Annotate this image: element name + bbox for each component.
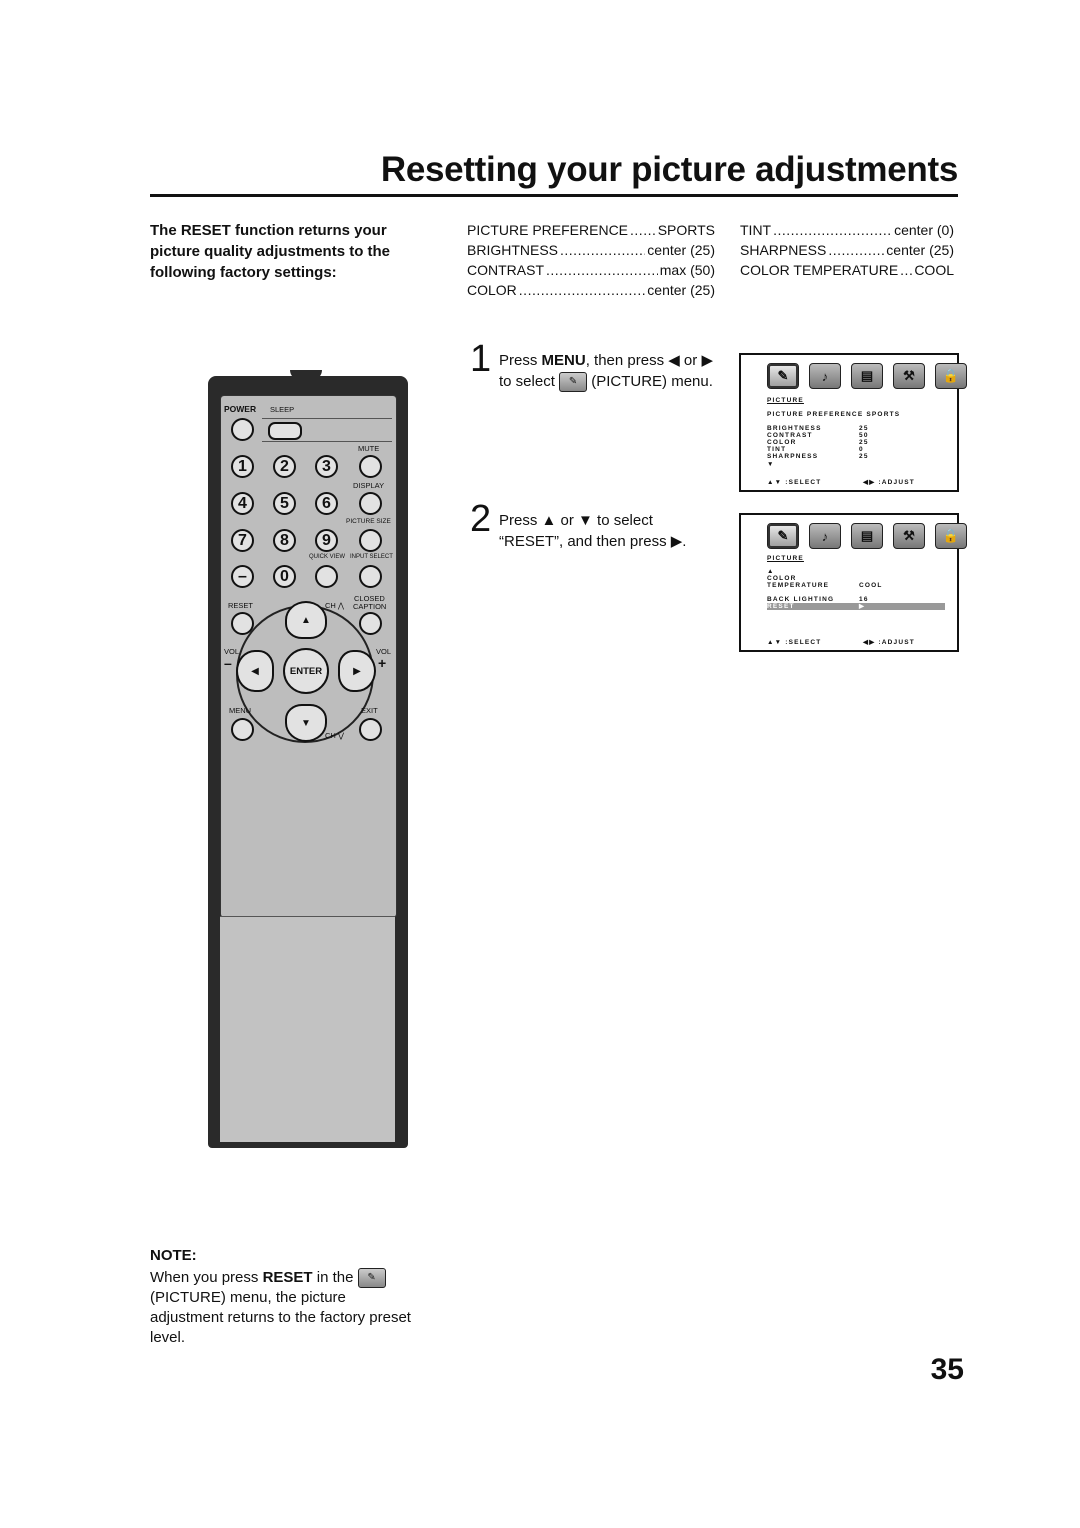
osd-row xyxy=(767,575,945,582)
osd-row-label: BACK LIGHTING xyxy=(767,596,835,603)
osd-row-value: 0 xyxy=(859,446,864,453)
setting-value: center (0) xyxy=(894,222,954,238)
setting-label: CONTRAST xyxy=(467,262,544,278)
remote-label-ch-up: CH ⋀ xyxy=(325,601,345,610)
setting-value: center (25) xyxy=(886,242,954,258)
osd-footer-select: ▲▼ :SELECT xyxy=(767,479,822,486)
vol-up-button[interactable] xyxy=(338,650,376,692)
remote-label-display: DISPLAY xyxy=(353,481,385,490)
remote-label-caption: CAPTION xyxy=(353,602,387,611)
step-2-line-1: Press ▲ or ▼ to select xyxy=(499,512,653,529)
setting-label: BRIGHTNESS xyxy=(467,242,559,258)
remote-label-minus: – xyxy=(224,655,232,671)
factory-settings-left xyxy=(467,220,715,300)
option-icon: ⚒ xyxy=(893,523,925,549)
osd-row xyxy=(767,425,927,432)
osd-icon-bar xyxy=(767,363,967,389)
remote-lower-panel xyxy=(220,916,395,1142)
osd-rows xyxy=(767,575,945,610)
step-2-number: 2 xyxy=(470,498,492,540)
osd-row-label: TEMPERATURE xyxy=(767,582,830,589)
osd-row-value: 16 xyxy=(859,596,869,603)
ch-up-button[interactable] xyxy=(285,601,327,639)
page-title: Resetting your picture adjustments xyxy=(380,150,958,189)
step-1-text xyxy=(499,350,734,392)
setting-label: SHARPNESS xyxy=(740,242,827,258)
factory-setting-row xyxy=(740,220,954,240)
osd-footer-select: ▲▼ :SELECT xyxy=(767,639,822,646)
osd-screen-picture-menu xyxy=(739,353,959,492)
leader-dots xyxy=(560,240,645,260)
digit-7-button[interactable]: 7 xyxy=(231,529,254,552)
digit-6-button[interactable]: 6 xyxy=(315,492,338,515)
remote-label-reset: RESET xyxy=(228,601,254,610)
setting-label: TINT xyxy=(740,222,772,238)
setting-label: COLOR TEMPERATURE xyxy=(740,262,899,278)
setting-value: SPORTS xyxy=(657,222,715,238)
up-arrow-icon: ▲ xyxy=(767,568,775,575)
setup-icon: ▤ xyxy=(851,363,883,389)
setup-icon: ▤ xyxy=(851,523,883,549)
step-1-menu-key: MENU xyxy=(541,352,586,369)
exit-button[interactable] xyxy=(359,718,382,741)
picture-icon: ✎ xyxy=(358,1268,386,1288)
remote-label-sleep: SLEEP xyxy=(270,405,295,414)
digit-8-button[interactable]: 8 xyxy=(273,529,296,552)
osd-row-label: COLOR xyxy=(767,439,797,446)
digit-2-button[interactable]: 2 xyxy=(273,455,296,478)
power-button[interactable] xyxy=(231,418,254,441)
digit-4-button[interactable]: 4 xyxy=(231,492,254,515)
remote-label-power: POWER xyxy=(224,404,257,414)
osd-row-label: RESET xyxy=(767,603,795,610)
factory-setting-row xyxy=(467,280,715,300)
picture-size-button[interactable] xyxy=(359,529,382,552)
setting-label: COLOR xyxy=(467,282,517,298)
remote-label-closed: CLOSED xyxy=(354,594,385,603)
osd-footer-adjust: ◀▶ :ADJUST xyxy=(863,639,915,646)
down-arrow-icon: ▼ xyxy=(767,461,775,468)
setting-value: center (25) xyxy=(647,242,715,258)
osd-row-value: 25 xyxy=(859,425,869,432)
osd-row-label: BRIGHTNESS xyxy=(767,425,822,432)
picture-icon: ✎ xyxy=(559,372,587,392)
step-1-text-a: Press xyxy=(499,352,542,369)
osd-heading: PICTURE xyxy=(767,397,804,404)
leader-dots xyxy=(773,220,892,240)
enter-button[interactable]: ENTER xyxy=(283,648,329,694)
setting-value: center (25) xyxy=(647,282,715,298)
setting-value: COOL xyxy=(914,262,954,278)
step-1-number: 1 xyxy=(470,338,492,380)
remote-label-ch-down: CH ⋁ xyxy=(325,731,345,740)
audio-icon: ♪ xyxy=(809,523,841,549)
note-heading: NOTE: xyxy=(150,1247,197,1264)
vol-down-button[interactable] xyxy=(236,650,274,692)
step-1-text-d: to select xyxy=(499,373,560,390)
osd-row-label: TINT xyxy=(767,446,787,453)
osd-row xyxy=(767,596,945,603)
up-arrow-icon: ▲ xyxy=(301,614,311,626)
remote-label-picture-size: PICTURE SIZE xyxy=(346,518,391,525)
leader-dots xyxy=(546,260,658,280)
option-icon: ⚒ xyxy=(893,363,925,389)
digit-3-button[interactable]: 3 xyxy=(315,455,338,478)
leader-dots xyxy=(828,240,884,260)
osd-row-value: 25 xyxy=(859,453,869,460)
remote-label-exit: EXIT xyxy=(361,706,378,715)
quick-view-button[interactable] xyxy=(315,565,338,588)
remote-label-menu: MENU xyxy=(229,706,252,715)
digit-0-button[interactable]: 0 xyxy=(273,565,296,588)
digit-9-button[interactable]: 9 xyxy=(315,529,338,552)
osd-row-value: 25 xyxy=(859,439,869,446)
factory-setting-row xyxy=(740,260,954,280)
note-text-c: in the xyxy=(312,1269,358,1286)
osd-row-label: SHARPNESS xyxy=(767,453,819,460)
osd-row-selected xyxy=(767,603,945,610)
osd-heading: PICTURE xyxy=(767,555,804,562)
right-arrow-icon: ▶ xyxy=(353,665,361,677)
osd-row xyxy=(767,446,927,453)
setting-label: PICTURE PREFERENCE xyxy=(467,222,629,238)
factory-settings-right xyxy=(740,220,954,280)
factory-setting-row xyxy=(740,240,954,260)
osd-row-value: ▶ xyxy=(859,603,866,610)
osd-row-preference: PICTURE PREFERENCE SPORTS xyxy=(767,411,901,418)
step-1-text-c: , then press ◀ or ▶ xyxy=(585,352,713,369)
down-arrow-icon: ▼ xyxy=(301,717,311,729)
left-arrow-icon: ◀ xyxy=(251,665,259,677)
osd-row xyxy=(767,439,927,446)
remote-label-plus: + xyxy=(378,655,387,671)
osd-row xyxy=(767,453,927,460)
factory-setting-row xyxy=(467,240,715,260)
osd-row-label: COLOR xyxy=(767,575,797,582)
remote-label-vol-right: VOL xyxy=(376,647,392,656)
osd-row xyxy=(767,432,927,439)
osd-icon-bar xyxy=(767,523,967,549)
leader-dots xyxy=(630,220,656,240)
intro-text: The RESET function returns your picture quality adjustments to the following factory settings: xyxy=(150,222,391,281)
remote-divider xyxy=(220,916,395,917)
ch-down-button[interactable] xyxy=(285,704,327,742)
osd-footer-adjust: ◀▶ :ADJUST xyxy=(863,479,915,486)
mute-button[interactable] xyxy=(359,455,382,478)
lock-icon: 🔒 xyxy=(935,523,967,549)
remote-label-vol-left: VOL xyxy=(224,647,240,656)
closed-caption-button[interactable] xyxy=(359,612,382,635)
step-1-text-e: (PICTURE) menu. xyxy=(587,373,713,390)
audio-icon: ♪ xyxy=(809,363,841,389)
osd-rows xyxy=(767,425,927,460)
sleep-button[interactable] xyxy=(268,422,302,440)
input-select-button[interactable] xyxy=(359,565,382,588)
remote-label-quick-view: QUICK VIEW xyxy=(309,554,346,560)
note-text-a: When you press xyxy=(150,1269,263,1286)
setting-value: max (50) xyxy=(659,262,715,278)
lock-icon: 🔒 xyxy=(935,363,967,389)
remote-label-mute: MUTE xyxy=(358,444,380,453)
note-body xyxy=(150,1268,412,1348)
step-2-text xyxy=(499,510,734,552)
remote-label-input-select: INPUT SELECT xyxy=(350,554,393,560)
osd-row xyxy=(767,582,945,589)
display-button[interactable] xyxy=(359,492,382,515)
digit-1-button[interactable]: 1 xyxy=(231,455,254,478)
title-rule xyxy=(150,194,958,197)
osd-row-label: CONTRAST xyxy=(767,432,813,439)
menu-button[interactable] xyxy=(231,718,254,741)
picture-icon: ✎ xyxy=(767,523,799,549)
step-2-line-2: “RESET”, and then press ▶. xyxy=(499,533,687,550)
factory-setting-row xyxy=(467,260,715,280)
note-reset-key: RESET xyxy=(262,1269,313,1286)
page-number: 35 xyxy=(930,1353,964,1386)
leader-dots xyxy=(900,260,912,280)
osd-row-value: 50 xyxy=(859,432,869,439)
remote-ir-window xyxy=(290,370,322,380)
note-text-d: (PICTURE) menu, the picture adjustment returns to the factory preset level. xyxy=(150,1289,411,1347)
digit-5-button[interactable]: 5 xyxy=(273,492,296,515)
dash-button[interactable]: – xyxy=(231,565,254,588)
picture-icon: ✎ xyxy=(767,363,799,389)
osd-row-value: COOL xyxy=(859,582,883,589)
leader-dots xyxy=(519,280,646,300)
osd-screen-reset xyxy=(739,513,959,652)
factory-setting-row xyxy=(467,220,715,240)
